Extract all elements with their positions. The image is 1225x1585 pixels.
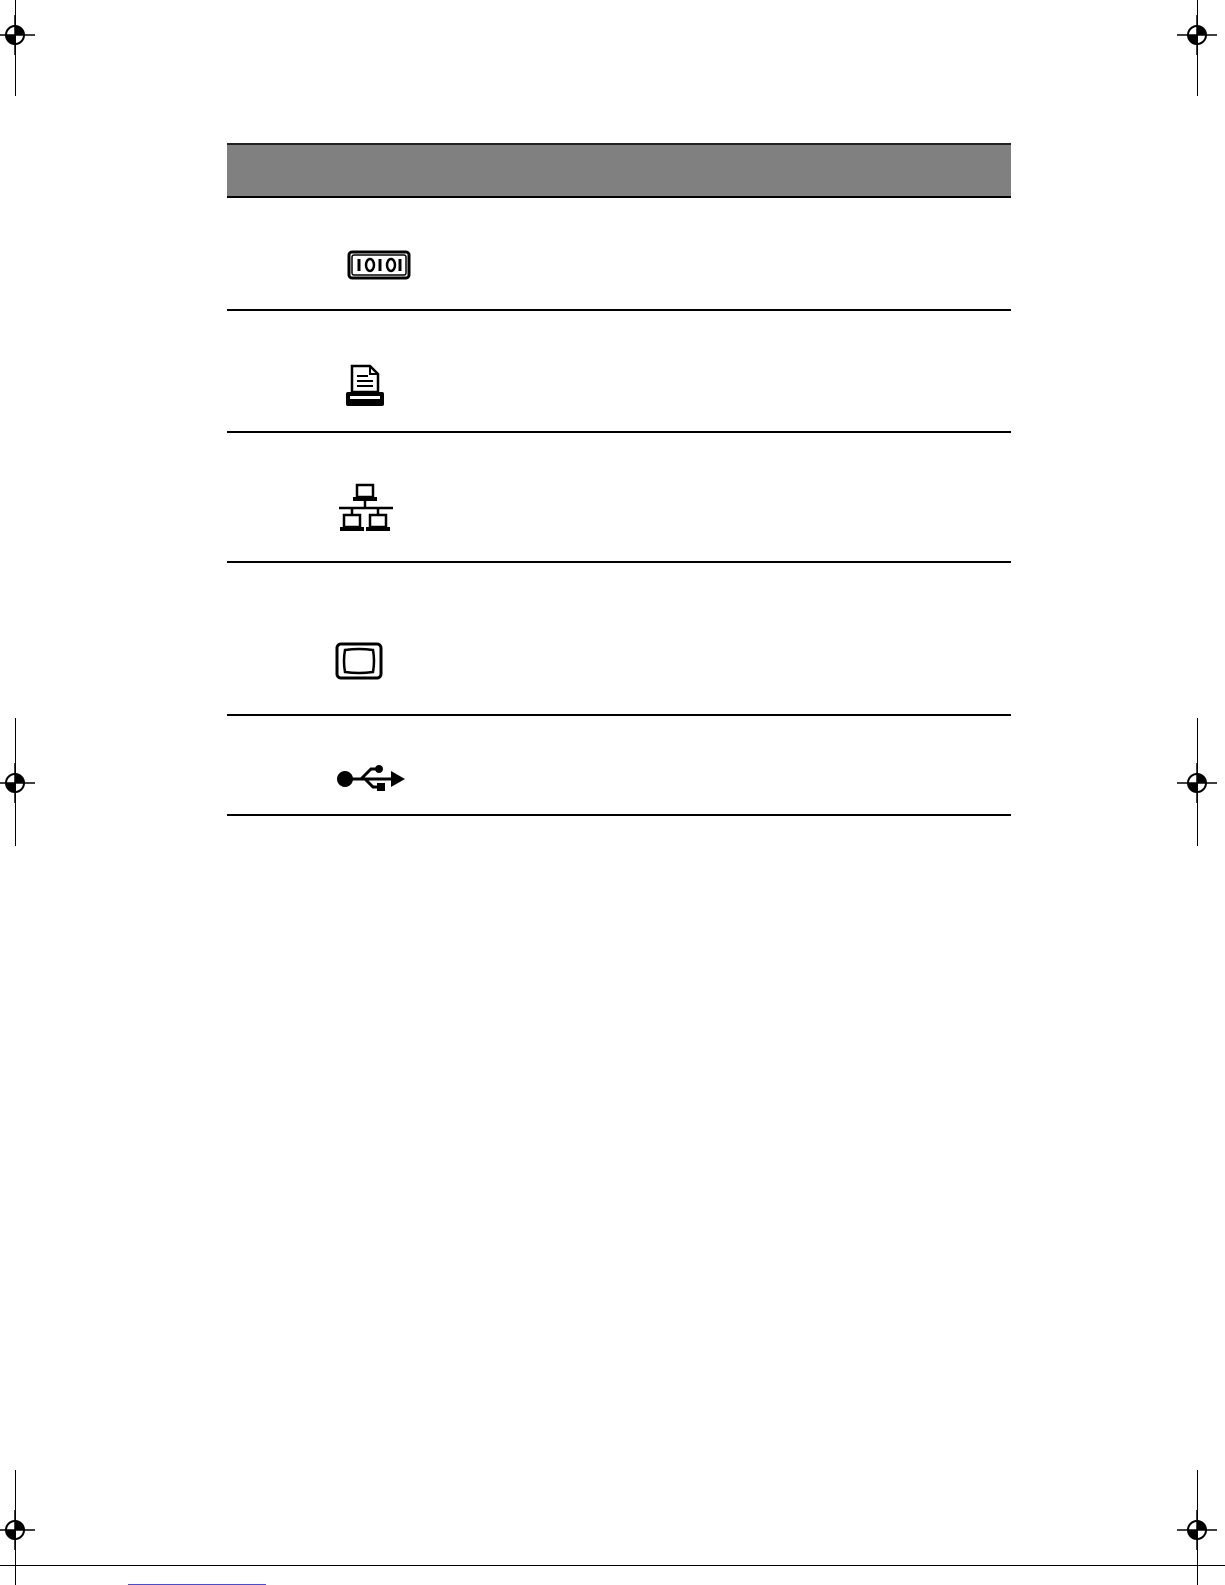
- network-port-icon: [337, 483, 395, 535]
- table-row: [227, 198, 1011, 311]
- serial-port-icon: [347, 250, 411, 280]
- trim-line: [15, 0, 16, 96]
- printer-port-icon: [344, 364, 386, 410]
- registration-mark-icon: [0, 1510, 35, 1550]
- trim-line: [15, 1470, 16, 1585]
- table-row: [227, 433, 1011, 563]
- table-row: [227, 716, 1011, 816]
- port-table: [227, 143, 1011, 816]
- table-header: [227, 143, 1011, 198]
- table-row: [227, 311, 1011, 433]
- registration-mark-icon: [0, 763, 35, 803]
- trim-line: [1197, 718, 1198, 846]
- monitor-port-icon: [335, 642, 383, 680]
- trim-line: [1197, 0, 1198, 96]
- trim-line: [15, 718, 16, 846]
- trim-line: [1197, 1470, 1198, 1585]
- registration-mark-icon: [0, 15, 35, 55]
- footer-rule: [0, 1565, 1225, 1566]
- table-row: [227, 563, 1011, 716]
- usb-port-icon: [335, 762, 407, 792]
